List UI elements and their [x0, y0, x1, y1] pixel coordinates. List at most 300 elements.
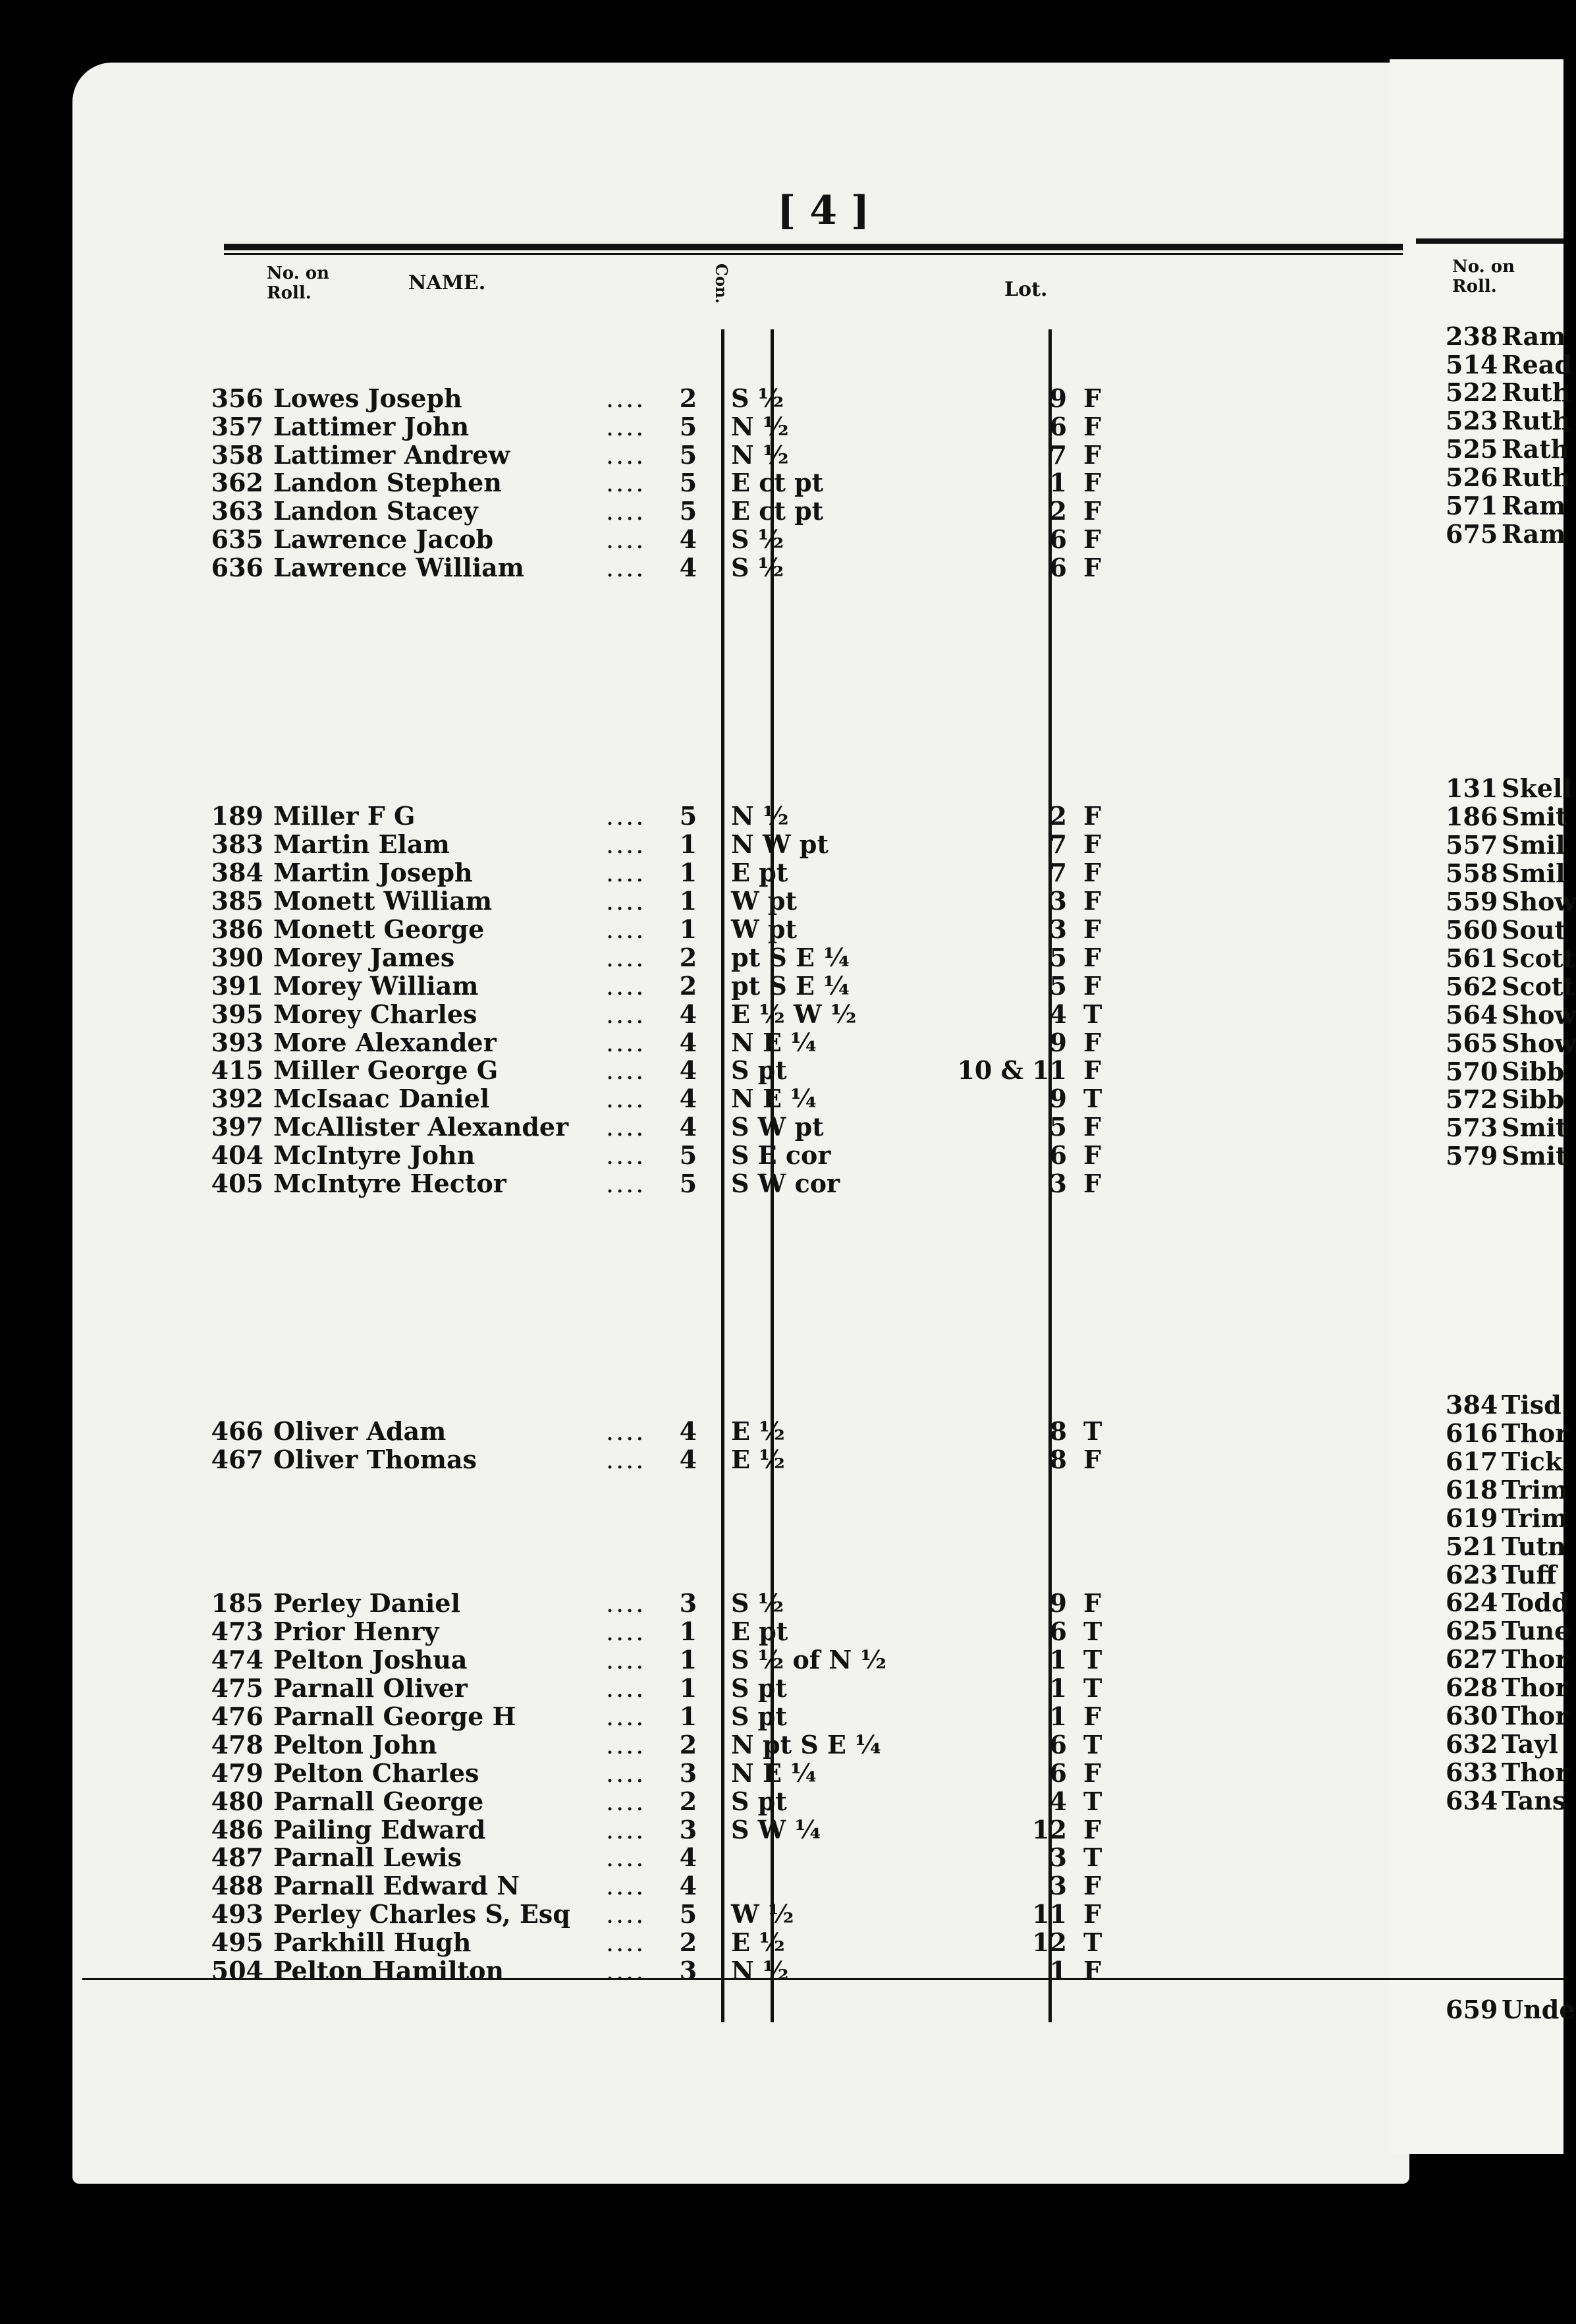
tenure: F — [1083, 886, 1101, 916]
roll-number: 562 — [1446, 972, 1498, 1001]
tenure: F — [1083, 858, 1101, 887]
lot-number: 8 — [1049, 1416, 1067, 1446]
concession: 1 — [679, 1702, 697, 1731]
lot-part: E pt — [731, 1617, 788, 1646]
roll-number: 384 — [211, 858, 263, 887]
tenure: T — [1083, 1730, 1102, 1759]
tenure: T — [1083, 1416, 1102, 1446]
lot-number: 3 — [1049, 1169, 1067, 1198]
name: Smit — [1502, 1113, 1567, 1142]
tenure: T — [1083, 1927, 1102, 1957]
lot-number: 1 — [1049, 468, 1067, 497]
tenure: F — [1083, 1169, 1101, 1198]
roll-number: 384 — [1446, 1390, 1498, 1420]
name: Parnall Oliver — [273, 1673, 468, 1703]
lot-number: 1 — [1049, 1673, 1067, 1703]
roll-number: 391 — [211, 971, 263, 1001]
leader-dots: .... — [606, 1646, 646, 1674]
name: McIntyre Hector — [273, 1169, 506, 1198]
lot-number: 3 — [1049, 886, 1067, 916]
lot-number: 6 — [1049, 1617, 1067, 1646]
name: Lattimer Andrew — [273, 440, 510, 470]
leader-dots: .... — [606, 1843, 646, 1872]
name: Pelton Hamilton — [273, 1956, 504, 1985]
roll-number: 362 — [211, 468, 263, 497]
lot-part: S W pt — [731, 1112, 824, 1142]
roll-number: 504 — [211, 1956, 263, 1985]
name: Miller George G — [273, 1055, 499, 1085]
lot-number: 1 — [1049, 1702, 1067, 1731]
roll-number: 570 — [1446, 1057, 1498, 1086]
roll-number: 476 — [211, 1702, 263, 1731]
roll-number: 627 — [1446, 1644, 1498, 1674]
right-header-rule — [1416, 238, 1563, 244]
name: Tune — [1502, 1616, 1571, 1646]
name: Sout — [1502, 915, 1566, 945]
roll-number: 357 — [211, 412, 263, 441]
tenure: F — [1083, 1815, 1101, 1844]
roll-number: 385 — [211, 886, 263, 916]
tenure: T — [1083, 1786, 1102, 1816]
concession: 5 — [679, 440, 697, 470]
lot-number: 4 — [1049, 999, 1067, 1029]
leader-dots: .... — [606, 1871, 646, 1900]
concession: 4 — [679, 999, 697, 1029]
roll-number: 617 — [1446, 1447, 1498, 1476]
roll-number: 466 — [211, 1416, 263, 1446]
roll-number: 561 — [1446, 943, 1498, 973]
roll-number: 675 — [1446, 519, 1498, 549]
header-rule-thin — [224, 253, 1403, 255]
tenure: F — [1083, 1758, 1101, 1788]
name: Miller F G — [273, 801, 416, 831]
concession: 5 — [679, 412, 697, 441]
name: Skell — [1502, 773, 1572, 803]
lot-number: 9 — [1049, 1588, 1067, 1618]
name: Smit — [1502, 1141, 1567, 1171]
concession: 4 — [679, 1055, 697, 1085]
leader-dots: .... — [606, 1787, 646, 1816]
concession: 1 — [679, 914, 697, 944]
name: Show — [1502, 887, 1576, 916]
roll-number: 636 — [211, 553, 263, 582]
leader-dots: .... — [606, 1445, 646, 1474]
lot-part: E ½ — [731, 1416, 785, 1446]
concession: 1 — [679, 1645, 697, 1674]
tenure: F — [1083, 1956, 1101, 1985]
leader-dots: .... — [606, 830, 646, 859]
roll-number: 558 — [1446, 858, 1498, 888]
lot-number: 1 — [1049, 1956, 1067, 1985]
name: Oliver Thomas — [273, 1445, 477, 1474]
right-header-no-on-roll: No. on Roll. — [1452, 257, 1515, 296]
lot-part: pt S E ¼ — [731, 943, 850, 972]
lot-number: 9 — [1049, 1084, 1067, 1113]
name: Thor — [1502, 1418, 1569, 1448]
name: Landon Stephen — [273, 468, 502, 497]
leader-dots: .... — [606, 915, 646, 944]
name: Show — [1502, 1000, 1576, 1030]
lot-number: 3 — [1049, 1871, 1067, 1900]
roll-number: 486 — [211, 1815, 263, 1844]
tenure: F — [1083, 383, 1101, 413]
leader-dots: .... — [606, 1084, 646, 1113]
tenure: F — [1083, 496, 1101, 526]
name: Ruth — [1502, 406, 1571, 435]
lot-number: 7 — [1049, 858, 1067, 887]
name: Thor — [1502, 1673, 1569, 1702]
tenure: F — [1083, 801, 1101, 831]
name: Morey William — [273, 971, 479, 1001]
name: Pelton John — [273, 1730, 437, 1759]
tenure: F — [1083, 1588, 1101, 1618]
roll-number: 526 — [1446, 462, 1498, 492]
concession: 1 — [679, 858, 697, 887]
roll-number: 625 — [1446, 1616, 1498, 1646]
lot-part: S ½ — [731, 553, 784, 582]
lot-part: S ½ of N ½ — [731, 1645, 887, 1674]
leader-dots: .... — [606, 1169, 646, 1198]
lot-number: 6 — [1049, 1140, 1067, 1170]
lot-part: W pt — [731, 886, 798, 916]
lot-part: N ½ — [731, 412, 789, 441]
roll-number: 405 — [211, 1169, 263, 1198]
lot-part: N ½ — [731, 801, 789, 831]
lot-part: N E ¼ — [731, 1758, 817, 1788]
roll-number: 635 — [211, 524, 263, 554]
roll-number: 487 — [211, 1842, 263, 1872]
roll-number: 557 — [1446, 830, 1498, 860]
roll-number: 475 — [211, 1673, 263, 1703]
roll-number: 560 — [1446, 915, 1498, 945]
roll-number: 189 — [211, 801, 263, 831]
leader-dots: .... — [606, 802, 646, 831]
name: McIntyre John — [273, 1140, 476, 1170]
tenure: F — [1083, 943, 1101, 972]
concession: 5 — [679, 496, 697, 526]
concession: 2 — [679, 943, 697, 972]
lot-number: 8 — [1049, 1445, 1067, 1474]
roll-number: 238 — [1446, 321, 1498, 351]
name: Ruth — [1502, 377, 1571, 407]
tenure: T — [1083, 999, 1102, 1029]
lot-number: 12 — [1032, 1815, 1067, 1844]
lot-part: S ½ — [731, 1588, 784, 1618]
roll-number: 479 — [211, 1758, 263, 1788]
leader-dots: .... — [606, 1730, 646, 1759]
lot-part: S ½ — [731, 383, 784, 413]
lot-number: 7 — [1049, 829, 1067, 859]
concession: 3 — [679, 1956, 697, 1985]
roll-number: 624 — [1446, 1588, 1498, 1617]
roll-number: 186 — [1446, 802, 1498, 831]
leader-dots: .... — [606, 468, 646, 497]
concession: 5 — [679, 801, 697, 831]
name: Martin Elam — [273, 829, 450, 859]
roll-number: 634 — [1446, 1786, 1498, 1815]
name: Sibb — [1502, 1057, 1565, 1086]
name: Ruth — [1502, 462, 1571, 492]
name: Martin Joseph — [273, 858, 473, 887]
name: Pelton Joshua — [273, 1645, 468, 1674]
concession: 4 — [679, 1112, 697, 1142]
lot-number: 6 — [1049, 412, 1067, 441]
lot-number: 4 — [1049, 1786, 1067, 1816]
concession: 2 — [679, 1927, 697, 1957]
roll-number: 573 — [1446, 1113, 1498, 1142]
name: Perley Daniel — [273, 1588, 460, 1618]
name: Morey Charles — [273, 999, 477, 1029]
name: Lattimer John — [273, 412, 470, 441]
leader-dots: .... — [606, 1417, 646, 1446]
lot-number: 6 — [1049, 553, 1067, 582]
lot-number: 9 — [1049, 1028, 1067, 1057]
lot-part: N ½ — [731, 440, 789, 470]
lot-part: pt S E ¼ — [731, 971, 850, 1001]
lot-part: S W ¼ — [731, 1815, 821, 1844]
roll-number: 383 — [211, 829, 263, 859]
name: Ram — [1502, 321, 1566, 351]
leader-dots: .... — [606, 441, 646, 470]
lot-number: 12 — [1032, 1927, 1067, 1957]
name: Rath — [1502, 434, 1569, 464]
roll-number: 131 — [1446, 773, 1498, 803]
name: Show — [1502, 1028, 1576, 1058]
roll-number: 523 — [1446, 406, 1498, 435]
roll-number: 572 — [1446, 1084, 1498, 1114]
lot-part: N E ¼ — [731, 1028, 817, 1057]
roll-number: 633 — [1446, 1757, 1498, 1787]
name: Parnall Edward N — [273, 1871, 520, 1900]
roll-number: 619 — [1446, 1503, 1498, 1533]
tenure: T — [1083, 1842, 1102, 1872]
name: Thor — [1502, 1644, 1569, 1674]
leader-dots: .... — [606, 497, 646, 526]
tenure: F — [1083, 1702, 1101, 1731]
name: Lawrence Jacob — [273, 524, 494, 554]
roll-number: 579 — [1446, 1141, 1498, 1171]
lot-part: W ½ — [731, 1899, 794, 1929]
concession: 4 — [679, 1871, 697, 1900]
leader-dots: .... — [606, 525, 646, 554]
roll-number: 474 — [211, 1645, 263, 1674]
roll-number: 358 — [211, 440, 263, 470]
name: Monett George — [273, 914, 485, 944]
roll-number: 632 — [1446, 1729, 1498, 1759]
leader-dots: .... — [606, 1141, 646, 1170]
name: Parkhill Hugh — [273, 1927, 472, 1957]
roll-number: 571 — [1446, 491, 1498, 520]
lot-number: 3 — [1049, 1842, 1067, 1872]
leader-dots: .... — [606, 972, 646, 1001]
name: Parnall Lewis — [273, 1842, 462, 1872]
lot-number: 10 & 11 — [957, 1055, 1067, 1085]
roll-number: 525 — [1446, 434, 1498, 464]
roll-number: 390 — [211, 943, 263, 972]
name: Read — [1502, 350, 1572, 379]
name: Tans — [1502, 1786, 1567, 1815]
tenure: F — [1083, 971, 1101, 1001]
lot-part: E ½ — [731, 1927, 785, 1957]
lot-part: W pt — [731, 914, 798, 944]
roll-number: 392 — [211, 1084, 263, 1113]
roll-number: 565 — [1446, 1028, 1498, 1058]
name: Perley Charles S, Esq — [273, 1899, 570, 1929]
name: Morey James — [273, 943, 455, 972]
lot-part: E ct pt — [731, 496, 824, 526]
leader-dots: .... — [606, 1056, 646, 1085]
leader-dots: .... — [606, 1702, 646, 1731]
concession: 2 — [679, 971, 697, 1001]
concession: 3 — [679, 1815, 697, 1844]
name: Pelton Charles — [273, 1758, 479, 1788]
name: Tayl — [1502, 1729, 1558, 1759]
name: Trim — [1502, 1475, 1568, 1505]
name: More Alexander — [273, 1028, 497, 1057]
roll-number: 488 — [211, 1871, 263, 1900]
leader-dots: .... — [606, 1028, 646, 1057]
lot-number: 5 — [1049, 971, 1067, 1001]
header-con: Con. — [712, 263, 731, 304]
concession: 5 — [679, 468, 697, 497]
tenure: F — [1083, 412, 1101, 441]
leader-dots: .... — [606, 1617, 646, 1646]
tenure: F — [1083, 1112, 1101, 1142]
name: Tutn — [1502, 1532, 1566, 1561]
lot-number: 2 — [1049, 496, 1067, 526]
concession: 1 — [679, 829, 697, 859]
lot-part: S E cor — [731, 1140, 831, 1170]
name: McIsaac Daniel — [273, 1084, 490, 1113]
name: Todd — [1502, 1588, 1569, 1617]
concession: 4 — [679, 524, 697, 554]
concession: 2 — [679, 1730, 697, 1759]
lot-part: S W cor — [731, 1169, 840, 1198]
roll-number: 467 — [211, 1445, 263, 1474]
leader-dots: .... — [606, 943, 646, 972]
lot-part: S pt — [731, 1786, 787, 1816]
concession: 2 — [679, 383, 697, 413]
concession: 4 — [679, 1084, 697, 1113]
leader-dots: .... — [606, 1815, 646, 1844]
leader-dots: .... — [606, 384, 646, 413]
name: Sibb — [1502, 1084, 1565, 1114]
name: Smit — [1502, 802, 1567, 831]
name: Unde — [1502, 1995, 1575, 2024]
roll-number: 493 — [211, 1899, 263, 1929]
leader-dots: .... — [606, 1589, 646, 1618]
roll-number: 521 — [1446, 1532, 1498, 1561]
leader-dots: .... — [606, 1000, 646, 1029]
header-rule — [224, 244, 1403, 250]
lot-number: 5 — [1049, 943, 1067, 972]
concession: 5 — [679, 1899, 697, 1929]
lot-part: N pt S E ¼ — [731, 1730, 881, 1759]
name: Tuff — [1502, 1560, 1557, 1590]
concession: 2 — [679, 1786, 697, 1816]
lot-number: 2 — [1049, 801, 1067, 831]
name: Trim — [1502, 1503, 1568, 1533]
roll-number: 480 — [211, 1786, 263, 1816]
lot-number: 11 — [1032, 1899, 1067, 1929]
name: Ram — [1502, 519, 1566, 549]
roll-number: 363 — [211, 496, 263, 526]
leader-dots: .... — [606, 553, 646, 582]
name: Smil — [1502, 830, 1565, 860]
lot-number: 6 — [1049, 1730, 1067, 1759]
lot-number: 6 — [1049, 1758, 1067, 1788]
tenure: F — [1083, 1445, 1101, 1474]
name: Lowes Joseph — [273, 383, 462, 413]
tenure: F — [1083, 553, 1101, 582]
roll-number: 356 — [211, 383, 263, 413]
lot-number: 9 — [1049, 383, 1067, 413]
roll-number: 564 — [1446, 1000, 1498, 1030]
name: Scott — [1502, 972, 1575, 1001]
name: Landon Stacey — [273, 496, 478, 526]
concession: 4 — [679, 1445, 697, 1474]
roll-number: 628 — [1446, 1673, 1498, 1702]
lot-part: S pt — [731, 1673, 787, 1703]
lot-part: S pt — [731, 1702, 787, 1731]
leader-dots: .... — [606, 1956, 646, 1985]
roll-number: 395 — [211, 999, 263, 1029]
roll-number: 478 — [211, 1730, 263, 1759]
name: Parnall George H — [273, 1702, 516, 1731]
concession: 5 — [679, 1140, 697, 1170]
name: Tisd — [1502, 1390, 1562, 1420]
roll-number: 630 — [1446, 1701, 1498, 1730]
lot-number: 3 — [1049, 914, 1067, 944]
concession: 3 — [679, 1758, 697, 1788]
tenure: F — [1083, 1028, 1101, 1057]
name: Lawrence William — [273, 553, 525, 582]
tenure: T — [1083, 1617, 1102, 1646]
leader-dots: .... — [606, 1900, 646, 1929]
roll-number: 514 — [1446, 350, 1498, 379]
concession: 1 — [679, 886, 697, 916]
roll-number: 522 — [1446, 377, 1498, 407]
tenure: T — [1083, 1673, 1102, 1703]
tenure: T — [1083, 1645, 1102, 1674]
concession: 4 — [679, 1028, 697, 1057]
tenure: F — [1083, 914, 1101, 944]
roll-number: 559 — [1446, 887, 1498, 916]
name: Smil — [1502, 858, 1565, 888]
lot-part: E pt — [731, 858, 788, 887]
leader-dots: .... — [606, 1674, 646, 1703]
name: Thor — [1502, 1701, 1569, 1730]
tenure: T — [1083, 1084, 1102, 1113]
name: Prior Henry — [273, 1617, 439, 1646]
tenure: F — [1083, 829, 1101, 859]
lot-part: E ct pt — [731, 468, 824, 497]
lot-part: S pt — [731, 1055, 787, 1085]
name: Scott — [1502, 943, 1575, 973]
name: Ram — [1502, 491, 1566, 520]
lot-part: E ½ — [731, 1445, 785, 1474]
header-lot: Lot. — [1004, 278, 1048, 301]
lot-part: E ½ W ½ — [731, 999, 857, 1029]
page-number: [ 4 ] — [777, 188, 870, 234]
roll-number: 185 — [211, 1588, 263, 1618]
name: Tick — [1502, 1447, 1563, 1476]
tenure: F — [1083, 1871, 1101, 1900]
tenure: F — [1083, 440, 1101, 470]
lot-part: S ½ — [731, 524, 784, 554]
tenure: F — [1083, 1899, 1101, 1929]
leader-dots: .... — [606, 887, 646, 916]
